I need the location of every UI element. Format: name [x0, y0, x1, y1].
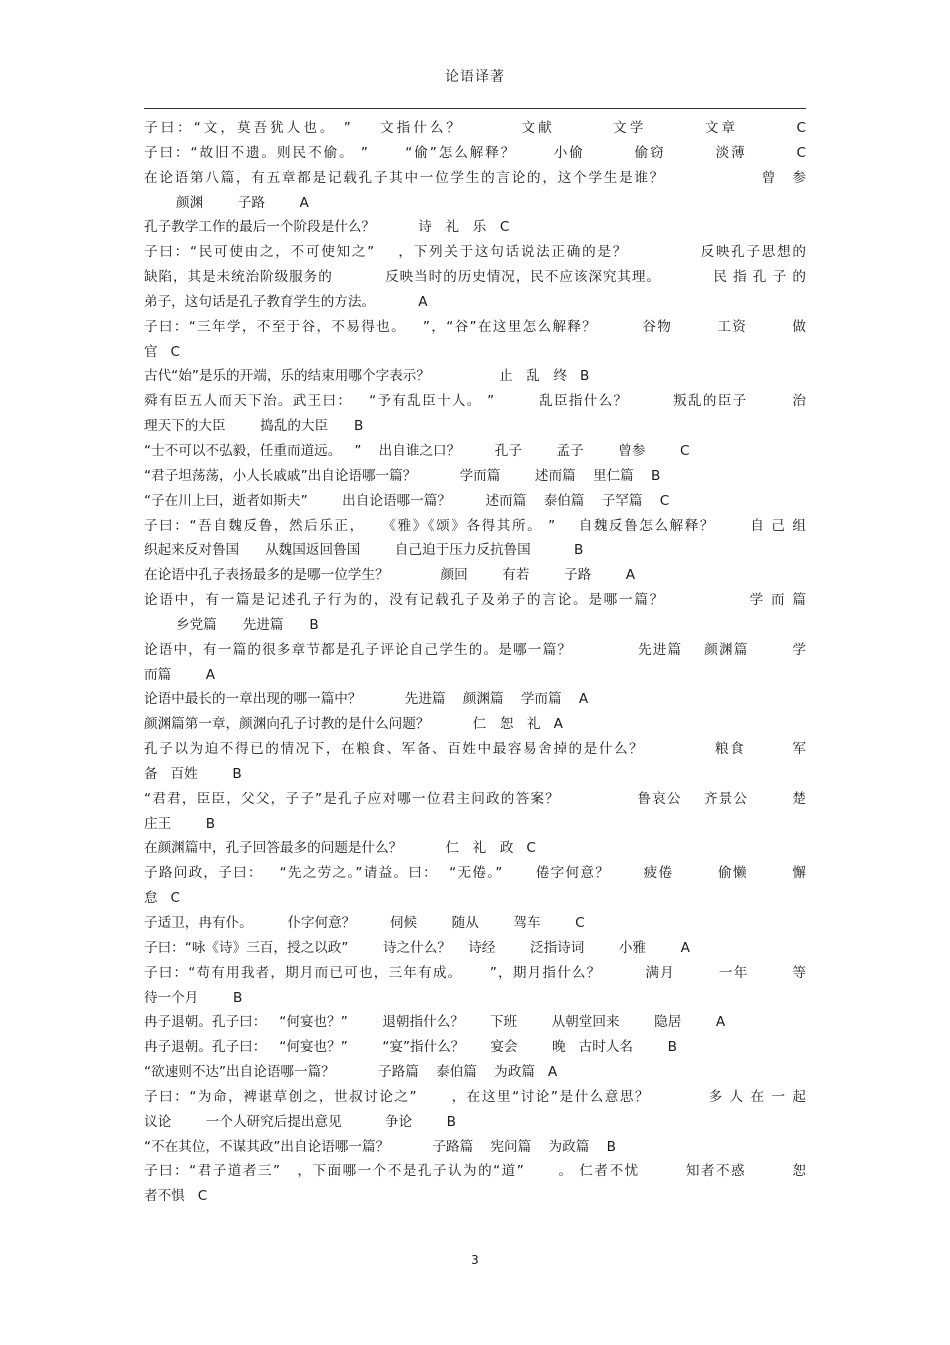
text-line: 织起来反对鲁国 从魏国返回鲁国 自己迫于压力反抗鲁国 B — [144, 542, 584, 559]
text-line: 而篇 A — [144, 666, 216, 683]
text-line: 子曰：“苟有用我者，期月而已可也，三年有成。 ”，期月指什么？ 满月 一年 等 — [144, 964, 806, 981]
text-line: 子曰：“咏《诗》三百，授之以政” 诗之什么？ 诗经 泛指诗词 小雅 A — [144, 939, 690, 956]
text-line: 子曰：“民可使由之，不可使知之” ，下列关于这句话说法正确的是？ 反映孔子思想的 — [144, 244, 806, 261]
text-line: 子曰：“吾自魏反鲁，然后乐正， 《雅》《颂》各得其所。 ” 自魏反鲁怎么解释？ 自 己 组 — [144, 517, 806, 534]
text-line: 理天下的大臣 捣乱的大臣 B — [144, 418, 364, 435]
text-line: 孔子教学工作的最后一个阶段是什么？ 诗 礼 乐 C — [144, 219, 510, 236]
text-line: 子曰：“文，莫吾犹人也。 ” 文指什么？ 文献 文学 文章 C — [144, 120, 806, 136]
text-line: 备 百姓 B — [144, 765, 242, 782]
text-line: 缺陷，其是未统治阶级服务的 反映当时的历史情况，民不应该深究其理。 民 指 孔 子 的 — [144, 269, 806, 286]
text-line: 子曰：“故旧不遗。则民不偷。 ” “偷”怎么解释？ 小偷 偷窃 淡薄 C — [144, 144, 806, 161]
text-line: 待一个月 B — [144, 989, 243, 1006]
text-line: 孔子以为迫不得已的情况下，在粮食、军备、百姓中最容易舍掉的是什么？ 粮食 军 — [144, 741, 806, 758]
text-line: 议论 一个人研究后提出意见 争论 B — [144, 1113, 456, 1130]
running-header: 论语译著 — [445, 69, 505, 85]
text-line: 官 C — [144, 343, 181, 360]
text-line: 颜渊 子路 A — [176, 194, 309, 211]
text-line: 在论语第八篇，有五章都是记载孔子其中一位学生的言论的，这个学生是谁？ 曾 参 — [144, 169, 806, 186]
text-line: 冉子退朝。孔子曰： “何宴也？” 退朝指什么？ 下班 从朝堂回来 隐居 A — [144, 1014, 726, 1031]
text-line: “君子坦荡荡，小人长戚戚”出自论语哪一篇？ 学而篇 述而篇 里仁篇 B — [144, 467, 661, 484]
text-line: 论语中，有一篇的很多章节都是孔子评论自己学生的。是哪一篇？ 先进篇 颜渊篇 学 — [144, 641, 806, 658]
text-line: 子曰：“三年学，不至于谷，不易得也。 ”，“谷”在这里怎么解释？ 谷物 工资 做 — [144, 318, 806, 335]
text-line: 者不惧 C — [144, 1188, 208, 1205]
page-number: 3 — [471, 1253, 479, 1267]
text-line: “子在川上曰，逝者如斯夫” 出自论语哪一篇？ 述而篇 泰伯篇 子罕篇 C — [144, 492, 670, 509]
text-line: 颜渊篇第一章，颜渊向孔子讨教的是什么问题？ 仁 恕 礼 A — [144, 716, 563, 733]
text-line: 在论语中孔子表扬最多的是哪一位学生？ 颜回 有若 子路 A — [144, 567, 636, 584]
text-line: “君君，臣臣，父父，子子”是孔子应对哪一位君主问政的答案？ 鲁哀公 齐景公 楚 — [144, 790, 806, 807]
text-line: 子曰：“君子道者三” ，下面哪一个不是孔子认为的“道” 。 仁者不忧 知者不惑 恕 — [144, 1163, 806, 1180]
text-line: 怠 C — [144, 890, 181, 907]
text-line: 子曰：“为命，裨谌草创之，世叔讨论之” ，在这里“讨论”是什么意思？ 多 人 在 一 起 — [144, 1088, 806, 1105]
text-line: “欲速则不达”出自论语哪一篇？ 子路篇 泰伯篇 为政篇 A — [144, 1064, 558, 1081]
text-line: 古代“始”是乐的开端，乐的结束用哪个字表示？ 止 乱 终 B — [144, 368, 590, 385]
quiz-content — [144, 116, 806, 1209]
text-line: 子适卫，冉有仆。 仆字何意？ 伺候 随从 驾车 C — [144, 915, 585, 931]
text-line: “不在其位，不谋其政”出自论语哪一篇？ 子路篇 宪问篇 为政篇 B — [144, 1138, 616, 1155]
text-line: 论语中，有一篇是记述孔子行为的，没有记载孔子及弟子的言论。是哪一篇？ 学 而 篇 — [144, 592, 806, 609]
text-line: 舜有臣五人而天下治。武王曰： “予有乱臣十人。 ” 乱臣指什么？ 叛乱的臣子 治 — [144, 393, 806, 410]
text-line: 冉子退朝。孔子曰： “何宴也？” “宴”指什么？ 宴会 晚 古时人名 B — [144, 1039, 677, 1056]
header-rule — [144, 108, 806, 109]
text-line: 庄王 B — [144, 815, 216, 832]
text-line: 弟子，这句话是孔子教育学生的方法。 A — [144, 293, 428, 310]
text-line: “士不可以不弘毅，任重而道远。 ” 出自谁之口？ 孔子 孟子 曾参 C — [144, 442, 690, 459]
text-line: 在颜渊篇中，孔子回答最多的问题是什么？ 仁 礼 政 C — [144, 840, 536, 857]
text-line: 子路问政，子曰： “先之劳之。”请益。曰： “无倦。” 倦字何意？ 疲倦 偷懒 懈 — [144, 865, 806, 882]
text-line: 论语中最长的一章出现的哪一篇中？ 先进篇 颜渊篇 学而篇 A — [144, 691, 589, 708]
text-line: 乡党篇 先进篇 B — [176, 616, 319, 633]
